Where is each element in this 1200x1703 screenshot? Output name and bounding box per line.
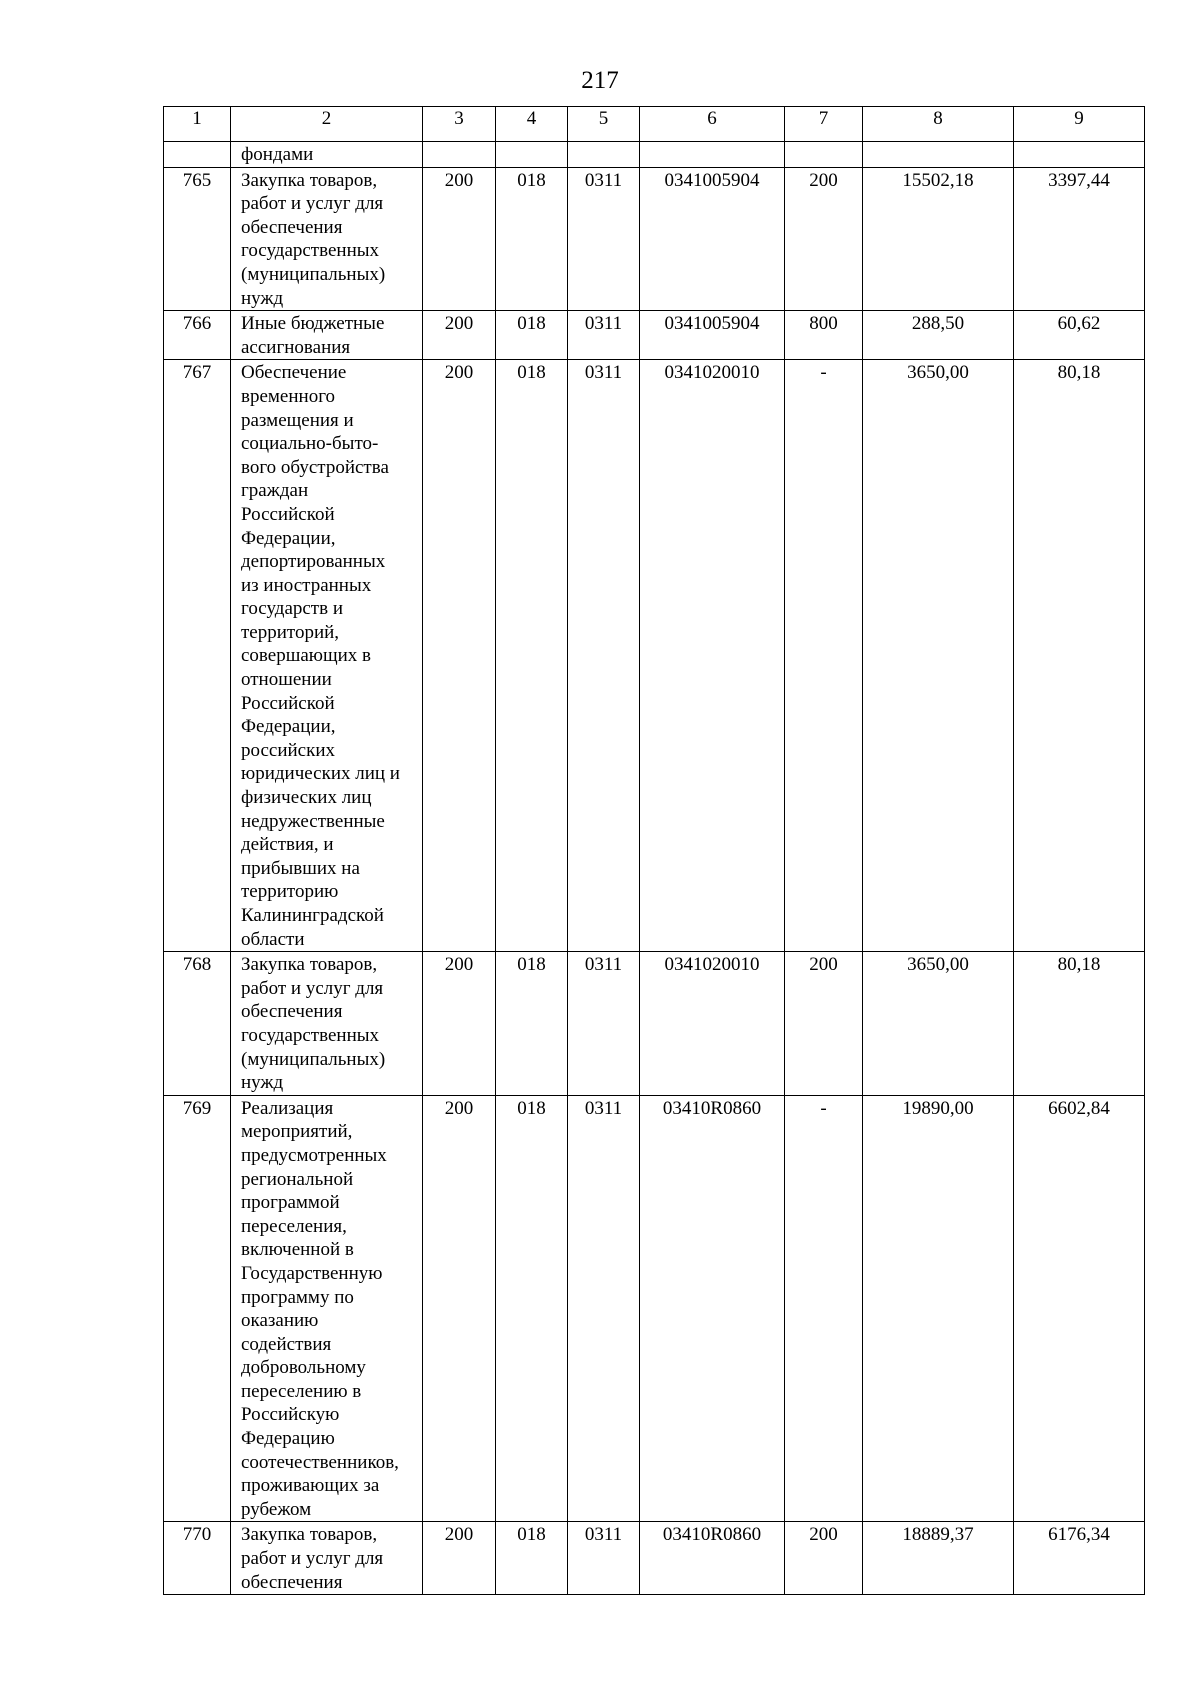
cell-name-line: государственных <box>241 1024 380 1046</box>
cell-col-7: - <box>785 1095 863 1522</box>
cell-name-line: граждан <box>241 480 309 502</box>
budget-table <box>163 106 1145 1595</box>
cell-number: 766 <box>164 311 231 360</box>
cell-name-line: программу по <box>241 1286 354 1308</box>
cell-name-line: программой <box>241 1192 340 1214</box>
table-row <box>164 1095 1145 1522</box>
cell-col-5: 0311 <box>568 1095 640 1522</box>
cell-col-8: 3650,00 <box>863 360 1014 952</box>
cell-number: 769 <box>164 1095 231 1522</box>
cell-col-8: 19890,00 <box>863 1095 1014 1522</box>
cell-name-line: территорию <box>241 881 339 903</box>
cell-name-line: обеспечения <box>241 1571 343 1593</box>
cell-name-line: оказанию <box>241 1310 319 1332</box>
cell-col-3: 200 <box>423 1095 496 1522</box>
cell-name-line: временного <box>241 385 336 407</box>
cell-col-8: 3650,00 <box>863 952 1014 1096</box>
cell-name-line: российских <box>241 739 336 761</box>
cell-name-line: государственных <box>241 240 380 262</box>
cell-name-line: обеспечения <box>241 1001 343 1023</box>
cell-name-line: социально-быто- <box>241 433 379 455</box>
cell-name-line: соотечественников, <box>241 1451 399 1473</box>
cell-name-line: предусмотренных <box>241 1144 387 1166</box>
cell-name-line: обеспечения <box>241 216 343 238</box>
cell-name-line: государств и <box>241 598 344 620</box>
cell-name <box>231 360 423 952</box>
cell-col-9: 60,62 <box>1014 311 1145 360</box>
cell-empty <box>496 142 568 168</box>
table-header <box>164 107 1145 142</box>
cell-col-4: 018 <box>496 167 568 311</box>
cell-col-3: 200 <box>423 1522 496 1595</box>
cell-name-line: размещения и <box>241 409 354 431</box>
header-col-8: 8 <box>863 107 1014 142</box>
cell-col-7: 800 <box>785 311 863 360</box>
cell-col-7: 200 <box>785 1522 863 1595</box>
cell-empty <box>863 142 1014 168</box>
cell-col-8: 288,50 <box>863 311 1014 360</box>
cell-name-line: добровольному <box>241 1357 366 1379</box>
cell-col-4: 018 <box>496 1522 568 1595</box>
cell-number: 768 <box>164 952 231 1096</box>
cell-col-4: 018 <box>496 1095 568 1522</box>
cell-name-line: включенной в <box>241 1239 354 1261</box>
header-col-2: 2 <box>231 107 423 142</box>
header-col-9: 9 <box>1014 107 1145 142</box>
cell-col-3: 200 <box>423 311 496 360</box>
header-col-3: 3 <box>423 107 496 142</box>
cell-number: 770 <box>164 1522 231 1595</box>
cell-name-line: совершающих в <box>241 645 372 667</box>
cell-name-line: Российскую <box>241 1404 340 1426</box>
cell-name: фондами <box>231 142 423 168</box>
cell-number: 765 <box>164 167 231 311</box>
cell-name-line: Федерации, <box>241 527 336 549</box>
cell-name-line: ассигнования <box>241 336 351 358</box>
cell-col-5: 0311 <box>568 1522 640 1595</box>
cell-name-line: нужд <box>241 287 284 309</box>
cell-name-line: Калининградской <box>241 905 384 926</box>
header-col-1: 1 <box>164 107 231 142</box>
cell-name-line: действия, и <box>241 834 334 856</box>
header-col-7: 7 <box>785 107 863 142</box>
cell-name-line: физических лиц <box>241 787 372 809</box>
cell-col-6: 0341020010 <box>640 360 785 952</box>
table-row <box>164 952 1145 1096</box>
cell-col-9: 6176,34 <box>1014 1522 1145 1595</box>
cell-name-line: работ и услуг для <box>241 977 384 999</box>
cell-name-line: Федерации, <box>241 716 336 738</box>
cell-col-3: 200 <box>423 952 496 1096</box>
cell-name-line: работ и услуг для <box>241 193 384 215</box>
cell-name-line: (муниципальных) <box>241 1048 386 1070</box>
cell-name <box>231 1522 423 1595</box>
cell-name-line: Обеспечение <box>241 362 347 384</box>
cell-col-6: 0341020010 <box>640 952 785 1096</box>
cell-name-line: отношении <box>241 669 332 691</box>
cell-name-line: (муниципальных) <box>241 263 386 285</box>
header-col-4: 4 <box>496 107 568 142</box>
cell-col-3: 200 <box>423 360 496 952</box>
cell-number <box>164 142 231 168</box>
cell-col-4: 018 <box>496 311 568 360</box>
cell-col-9: 80,18 <box>1014 360 1145 952</box>
cell-name <box>231 952 423 1096</box>
cell-name-line: содействия <box>241 1333 332 1355</box>
cell-name-line: Закупка товаров, <box>241 1524 378 1546</box>
cell-col-9: 3397,44 <box>1014 167 1145 311</box>
cell-name-line: территорий, <box>241 621 340 643</box>
cell-col-5: 0311 <box>568 167 640 311</box>
cell-name-line: Закупка товаров, <box>241 169 378 191</box>
header-col-5: 5 <box>568 107 640 142</box>
cell-empty <box>568 142 640 168</box>
cell-name-line: Закупка товаров, <box>241 954 378 976</box>
cell-col-6: 0341005904 <box>640 167 785 311</box>
cell-name-line: мероприятий, <box>241 1121 353 1143</box>
cell-name-line: Государственную <box>241 1262 383 1284</box>
cell-col-5: 0311 <box>568 952 640 1096</box>
cell-name <box>231 1095 423 1522</box>
cell-col-7: - <box>785 360 863 952</box>
cell-col-5: 0311 <box>568 311 640 360</box>
cell-name-line: рубежом <box>241 1498 312 1520</box>
cell-col-6: 03410R0860 <box>640 1095 785 1522</box>
continuation-row <box>164 142 1145 168</box>
cell-name-line: Реализация <box>241 1097 334 1119</box>
cell-name-line: из иностранных <box>241 574 372 596</box>
cell-name-line: депортированных <box>241 551 386 573</box>
cell-col-3: 200 <box>423 167 496 311</box>
cell-name-line: переселению в <box>241 1380 362 1402</box>
cell-name-line: юридических лиц и <box>241 763 400 785</box>
cell-empty <box>785 142 863 168</box>
cell-name-line: области <box>241 928 305 950</box>
cell-name-line: работ и услуг для <box>241 1548 384 1570</box>
cell-col-4: 018 <box>496 952 568 1096</box>
cell-empty <box>423 142 496 168</box>
header-row <box>164 107 1145 142</box>
table-row <box>164 167 1145 311</box>
cell-name-line: нужд <box>241 1072 284 1094</box>
cell-col-7: 200 <box>785 952 863 1096</box>
cell-name-line: Федерацию <box>241 1428 335 1450</box>
table-body <box>164 142 1145 1595</box>
cell-name-line: региональной <box>241 1168 354 1190</box>
cell-name <box>231 167 423 311</box>
header-col-6: 6 <box>640 107 785 142</box>
cell-col-8: 15502,18 <box>863 167 1014 311</box>
cell-name-line: недружественные <box>241 810 385 832</box>
cell-name-line: Иные бюджетные <box>241 313 385 335</box>
cell-name-line: Российской <box>241 503 335 525</box>
page-number: 217 <box>581 67 619 94</box>
cell-name <box>231 311 423 360</box>
cell-col-5: 0311 <box>568 360 640 952</box>
cell-col-9: 6602,84 <box>1014 1095 1145 1522</box>
cell-col-6: 0341005904 <box>640 311 785 360</box>
cell-name-line: Российской <box>241 692 335 714</box>
cell-name-line: прибывших на <box>241 857 360 879</box>
table-row <box>164 1522 1145 1595</box>
cell-col-4: 018 <box>496 360 568 952</box>
cell-col-8: 18889,37 <box>863 1522 1014 1595</box>
cell-col-6: 03410R0860 <box>640 1522 785 1595</box>
cell-col-9: 80,18 <box>1014 952 1145 1096</box>
table-row <box>164 360 1145 952</box>
cell-name-line: переселения, <box>241 1215 347 1237</box>
cell-empty <box>640 142 785 168</box>
cell-col-7: 200 <box>785 167 863 311</box>
cell-name-line: вого обустройства <box>241 456 389 478</box>
cell-name-line: проживающих за <box>241 1475 380 1497</box>
cell-empty <box>1014 142 1145 168</box>
cell-number: 767 <box>164 360 231 952</box>
table-row <box>164 311 1145 360</box>
